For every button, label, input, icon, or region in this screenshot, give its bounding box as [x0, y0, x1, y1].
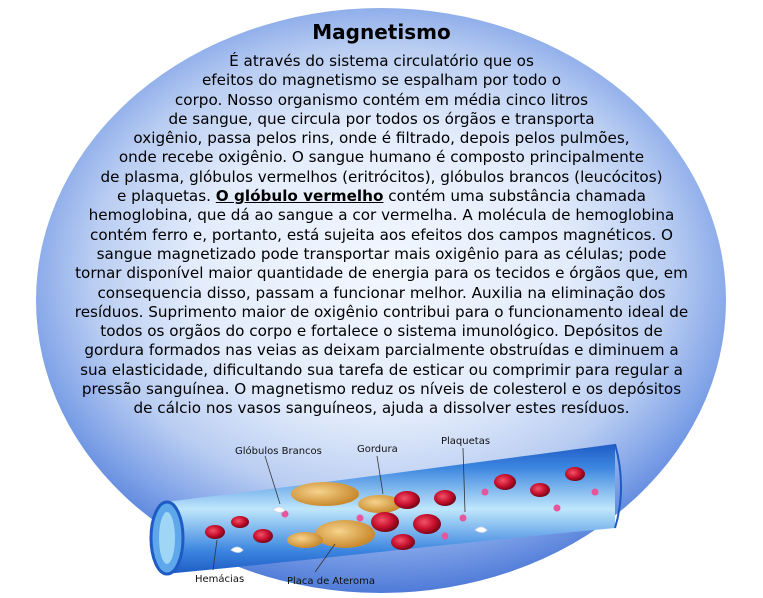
- body-line: contém ferro e, portanto, está sujeita aos efeitos dos campos magnéticos. O: [89, 225, 674, 244]
- body-line: todos os orgãos do corpo e fortalece o sistema imunológico. Depósitos de: [100, 322, 663, 341]
- body-line: corpo. Nosso organismo contém em média cinco litros: [174, 90, 589, 109]
- body-line: É através do sistema circulatório que os: [229, 52, 534, 70]
- body-line: consequencia disso, passam a funcionar melhor. Auxilia na eliminação dos: [97, 283, 666, 302]
- body-line: de cálcio nos vasos sanguíneos, ajuda a dissolver estes resíduos.: [133, 399, 630, 418]
- body-text-segment: contém uma substância chamada: [383, 187, 646, 206]
- blood-vessel-illustration: [145, 432, 625, 592]
- body-line: sua elasticidade, dificultando sua tarefa de esticar ou comprimir para regular a: [80, 360, 683, 379]
- label-fat: Gordura: [357, 444, 398, 455]
- body-line: efeitos do magnetismo se espalham por todo o: [201, 71, 562, 90]
- label-red-cells: Hemácias: [195, 574, 245, 585]
- label-plaque: Placa de Ateroma: [287, 576, 376, 587]
- body-line: pressão sanguínea. O magnetismo reduz os níveis de colesterol e os depósitos: [81, 380, 682, 399]
- body-line: oxigênio, passa pelos rins, onde é filtrado, depois pelos pulmões,: [133, 129, 630, 148]
- body-line: de sangue, que circula por todos os órgãos e transporta: [168, 109, 595, 128]
- body-line: resíduos. Suprimento maior de oxigênio contribui para o funcionamento ideal de: [74, 302, 689, 321]
- body-line: tornar disponível maior quantidade de energia para os tecidos e órgãos que, em: [75, 264, 688, 283]
- body-line: hemoglobina, que dá ao sangue a cor vermelha. A molécula de hemoglobina: [88, 206, 675, 225]
- page-title: Magnetismo: [312, 20, 451, 44]
- body-line: gordura formados nas veias as deixam parcialmente obstruídas e diminuem a: [84, 341, 679, 360]
- body-text: [40, 52, 723, 419]
- label-white-cells: Glóbulos Brancos: [235, 446, 322, 457]
- body-line: sangue magnetizado pode transportar mais oxigênio para as células; pode: [96, 244, 667, 263]
- body-line: de plasma, glóbulos vermelhos (eritrócitos), glóbulos brancos (leucócitos): [100, 167, 663, 186]
- body-text-segment: e plaquetas.: [117, 187, 216, 206]
- red-cell-highlight: O glóbulo vermelho: [215, 187, 384, 206]
- label-platelets: Plaquetas: [441, 436, 491, 447]
- body-line: onde recebe oxigênio. O sangue humano é composto principalmente: [118, 148, 645, 167]
- body-line: [40, 187, 723, 206]
